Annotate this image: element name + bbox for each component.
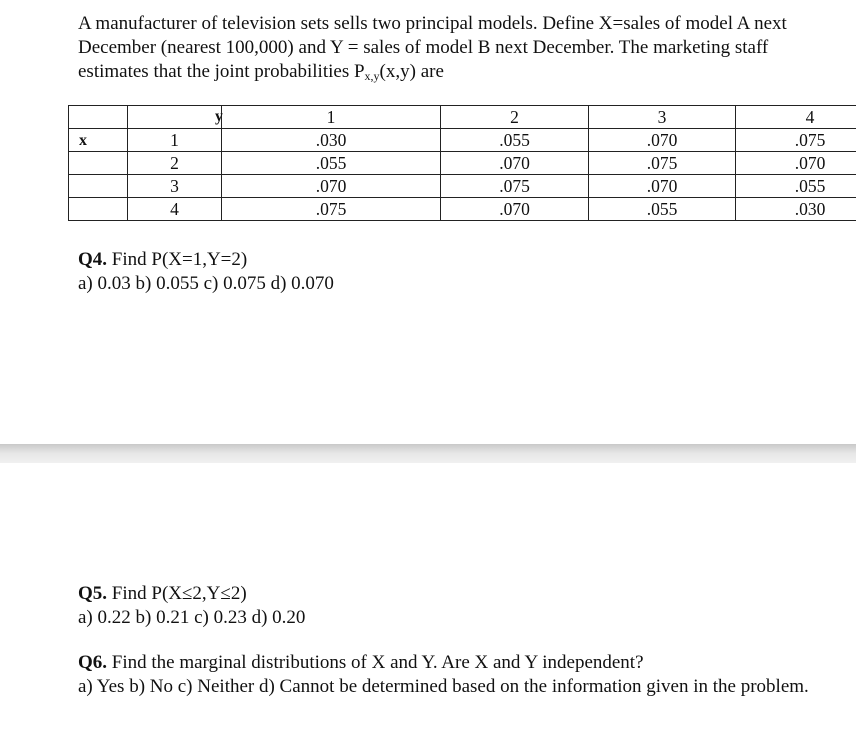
joint-probability-table [68,105,856,221]
table-row [69,152,856,175]
intro-text-end: (x,y) are [379,61,444,82]
probability-cell: .075 [736,129,856,152]
answer-options: a) Yes b) No c) Neither d) Cannot be determined based on the information given in the problem. [78,676,809,697]
question-q4 [78,248,818,296]
probability-cell: .030 [222,129,441,152]
table-row [69,129,856,152]
question-q5 [78,582,818,630]
y-value: 2 [441,106,589,129]
probability-cell: .030 [736,198,856,221]
question-text: Find P(X≤2,Y≤2) [107,583,247,604]
x-value: 1 [128,129,222,152]
question-label: Q6. [78,652,108,673]
x-value: 2 [128,152,222,175]
table-row [69,175,856,198]
y-value: 4 [736,106,856,129]
x-value: 4 [128,198,222,221]
probability-cell: .070 [736,152,856,175]
x-label: x [69,129,128,152]
probability-cell: .070 [441,152,589,175]
probability-cell: .055 [736,175,856,198]
question-text: Find P(X=1,Y=2) [107,249,248,270]
answer-options: a) 0.22 b) 0.21 c) 0.23 d) 0.20 [78,607,306,628]
question-text: Find the marginal distributions of X and Y. Are X and Y independent? [107,652,644,673]
probability-cell: .055 [589,198,736,221]
intro-text: A manufacturer of television sets sells two principal models. Define X=sales of model A next December (nearest 100,000) and Y = sales of model B next December. The marketing staff estimates that the joint probabilities P [78,13,787,82]
y-value: 3 [589,106,736,129]
probability-cell: .055 [222,152,441,175]
question-q6 [78,651,818,699]
y-value: 1 [326,106,336,127]
probability-cell: .075 [589,152,736,175]
table-header-row [69,106,856,129]
page-divider [0,444,856,463]
probability-cell: .070 [589,129,736,152]
problem-statement [78,12,818,88]
probability-cell: .070 [589,175,736,198]
question-label: Q5. [78,583,108,604]
x-value: 3 [128,175,222,198]
y-label: y [215,108,223,125]
answer-options: a) 0.03 b) 0.055 c) 0.075 d) 0.070 [78,273,334,294]
probability-cell: .075 [222,198,441,221]
table-row [69,198,856,221]
intro-subscript: x,y [364,69,380,83]
probability-cell: .055 [441,129,589,152]
question-label: Q4. [78,249,108,270]
probability-cell: .070 [441,198,589,221]
probability-cell: .070 [222,175,441,198]
probability-cell: .075 [441,175,589,198]
